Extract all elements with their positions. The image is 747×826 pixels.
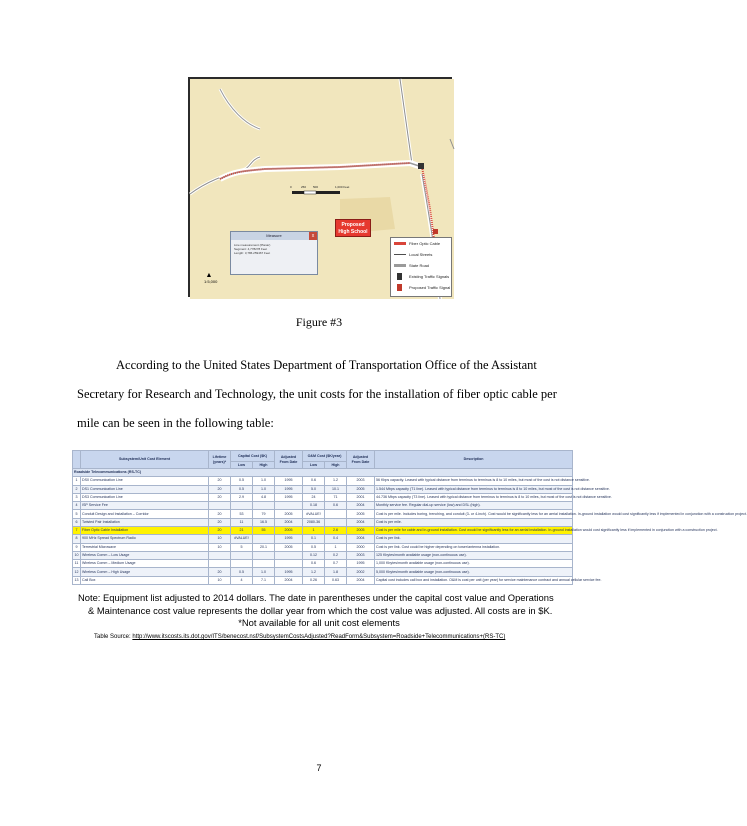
unit-cost-table [72, 450, 747, 585]
source-link[interactable]: http://www.itscosts.its.dot.gov/ITS/benecost.nsf/SubsystemCostsAdjusted?ReadForm&Subsystem=Roadside+Telecommunications+(RS-TC) [132, 634, 506, 640]
cell-element: 900 MHz Spread Spectrum Radio [81, 535, 209, 543]
header-adjusted-from-2: Adjusted From Date [347, 451, 375, 469]
cell-element: Call Box [81, 576, 209, 584]
cell-ohigh: 0.6 [325, 502, 347, 510]
cell-clow: 4 [231, 576, 253, 584]
table-row [73, 568, 573, 576]
table-row [73, 485, 573, 493]
map-figure [188, 77, 452, 297]
measure-title: Measure [231, 232, 317, 240]
cell-n: 1 [73, 477, 81, 485]
cell-life: 20 [209, 526, 231, 534]
table-note-line: & Maintenance cost value represents the dollar year from which the cost value was adjusted. All costs are in $K. [88, 604, 553, 616]
cell-element: Twisted Pair Installation [81, 518, 209, 526]
cell-n: 7 [73, 526, 81, 534]
cell-adj: 2005 [275, 510, 303, 518]
close-icon: x [309, 232, 317, 240]
cell-olow: 0.26 [303, 576, 325, 584]
cell-adj2: 2000 [347, 543, 375, 551]
cell-olow: 0.18 [303, 502, 325, 510]
cell-life [209, 551, 231, 559]
measure-window [230, 231, 318, 275]
legend-label: Existing Traffic Signals [409, 274, 450, 279]
cell-adj2: 2005 [347, 485, 375, 493]
cell-desc: 1,000 Kbytes/month available usage (non-continuous use). [375, 560, 573, 568]
cell-life: 10 [209, 535, 231, 543]
header-adjusted-from: Adjusted From Date [275, 451, 303, 469]
cell-n: 10 [73, 551, 81, 559]
cell-adj: 2005 [275, 543, 303, 551]
traffic-signal-icon [397, 273, 402, 280]
cell-adj [275, 502, 303, 510]
cell-adj2: 2004 [347, 502, 375, 510]
cell-adj: 1995 [275, 568, 303, 576]
proposed-high-school-label [335, 219, 371, 237]
cell-element: DS1 Communication Line [81, 485, 209, 493]
cell-adj2: 2005 [347, 526, 375, 534]
cell-desc: Cost is per mile. Includes boring, trenching, and conduit (3- or 4-inch). Cost would be significantly less for an aerial installation. In-ground installation would cost significantly less if implemented in conjunction with a construction project. [375, 510, 573, 518]
cell-element: Wireless Comm – Low Usage [81, 551, 209, 559]
cell-adj2: 2002 [347, 568, 375, 576]
cell-desc: Cost is per link. Cost could be higher depending on tower/antenna installation. [375, 543, 573, 551]
state-road-swatch-icon [394, 264, 406, 267]
scale-label-0: 0 [290, 185, 292, 189]
page-number: 7 [316, 763, 322, 773]
cell-desc: Cost is per link. [375, 535, 573, 543]
cell-olow: 24 [303, 493, 325, 501]
cell-ohigh [325, 510, 347, 518]
cell-adj2: 2005 [347, 510, 375, 518]
header-capital-low: Low [231, 462, 253, 469]
cell-life: 20 [209, 477, 231, 485]
header-lifetime: Lifetime (years)* [209, 451, 231, 469]
cell-element: Fiber Optic Cable Installation [81, 526, 209, 534]
cell-ohigh: 1.2 [325, 477, 347, 485]
cell-life: 20 [209, 510, 231, 518]
cell-olow: 1.2 [303, 568, 325, 576]
cell-desc: 5,000 Kbytes/month available usage (non-continuous use). [375, 568, 573, 576]
cell-desc: 1.544 Mbps capacity (T1 line). Leased with typical distance from terminus to terminus is 8 to 10 miles, but most of the cost is not distance sensitive. [375, 485, 573, 493]
cell-clow: 11 [231, 518, 253, 526]
cell-life: 20 [209, 485, 231, 493]
cell-chigh: 55 [253, 526, 275, 534]
cell-life: 20 [209, 518, 231, 526]
cell-clow: 21 [231, 526, 253, 534]
header-om-cost: O&M Cost ($K/year) [303, 451, 347, 462]
legend-item [391, 271, 451, 282]
header-index [73, 451, 81, 469]
paragraph-line: mile can be seen in the following table: [77, 416, 274, 430]
cell-adj: 1995 [275, 535, 303, 543]
cell-clow: 0.5 [231, 485, 253, 493]
table-source [94, 634, 505, 640]
source-label: Table Source: [94, 634, 133, 640]
cell-element: ISP Service Fee [81, 502, 209, 510]
cell-olow: 0.6 [303, 477, 325, 485]
cell-clow: 0.5 [231, 477, 253, 485]
cell-adj: 2004 [275, 518, 303, 526]
cell-adj [275, 560, 303, 568]
cell-n: 13 [73, 576, 81, 584]
cell-chigh [253, 502, 275, 510]
cell-ohigh: 0.2 [325, 551, 347, 559]
cell-olow: 0.6 [303, 560, 325, 568]
cell-element: Wireless Comm – High Usage [81, 568, 209, 576]
scale-label-1000: 1,000 Feet [335, 185, 350, 189]
table-row [73, 526, 573, 534]
figure-caption: Figure #3 [295, 315, 343, 329]
cell-clow: 5 [231, 543, 253, 551]
cell-life: 10 [209, 576, 231, 584]
cell-adj: 1995 [275, 493, 303, 501]
cell-life: 10 [209, 543, 231, 551]
proposed-signal-icon [397, 284, 402, 291]
north-arrow-icon: ▲ 1:5,000 [204, 272, 218, 284]
table-row [73, 510, 573, 518]
cell-olow: #VALUE! [303, 510, 325, 518]
table-row [73, 535, 573, 543]
cell-ohigh: 10.1 [325, 485, 347, 493]
measure-line: Segment: 4,778278 Feet [234, 247, 268, 251]
cell-desc: Monthly service fee. Regular dial-up service (low) and DSL (high). [375, 502, 573, 510]
section-label: Roadside Telecommunications (RS-TC) [73, 469, 573, 477]
cell-chigh [253, 551, 275, 559]
cell-clow: 53 [231, 510, 253, 518]
table-row [73, 543, 573, 551]
cell-adj2: 1995 [347, 560, 375, 568]
cell-n: 9 [73, 543, 81, 551]
cell-chigh: 1.0 [253, 485, 275, 493]
fiber-cable-swatch-icon [394, 242, 406, 245]
cell-element: Conduit Design and Installation – Corridor [81, 510, 209, 518]
cell-chigh: 1.0 [253, 568, 275, 576]
cell-n: 3 [73, 493, 81, 501]
cell-desc: 56 Kbps capacity. Leased with typical distance from terminus to terminus is 8 to 10 miles, but most of the cost is not distance sensitive. [375, 477, 573, 485]
table-row [73, 518, 573, 526]
table-row [73, 560, 573, 568]
legend-label: Local Streets [409, 252, 433, 257]
cell-chigh: 7.1 [253, 576, 275, 584]
cell-element: Wireless Comm – Medium Usage [81, 560, 209, 568]
legend-label: Fiber Optic Cable [409, 241, 441, 246]
table-row [73, 551, 573, 559]
table-row [73, 477, 573, 485]
cell-ohigh: 71 [325, 493, 347, 501]
header-description: Description [375, 451, 573, 469]
cell-element: DS0 Communication Line [81, 477, 209, 485]
cell-olow: 0.12 [303, 551, 325, 559]
scale-label-500: 500 [313, 185, 319, 189]
cell-adj2: 2004 [347, 535, 375, 543]
cell-life: 20 [209, 568, 231, 576]
paragraph-line: Secretary for Research and Technology, the unit costs for the installation of fiber optic cable per [77, 387, 557, 401]
cell-adj: 1995 [275, 477, 303, 485]
cell-element: DS3 Communication Line [81, 493, 209, 501]
cell-desc: 125 Kbytes/month available usage (non-continuous use). [375, 551, 573, 559]
cell-n: 4 [73, 502, 81, 510]
cell-n: 5 [73, 510, 81, 518]
cell-ohigh: 0.63 [325, 576, 347, 584]
cell-chigh: 1.0 [253, 477, 275, 485]
cell-clow: #VALUE! [231, 535, 253, 543]
cell-clow: 2.9 [231, 493, 253, 501]
cell-olow: 2080-36 [303, 518, 325, 526]
cell-olow: 0.1 [303, 535, 325, 543]
cell-chigh [253, 560, 275, 568]
cell-olow: 5.0 [303, 485, 325, 493]
cell-chigh [253, 535, 275, 543]
cell-desc: Capital cost includes call box and installation. O&M is cost per unit (per year) for service maintenance contract and annual cellular service fee. [375, 576, 573, 584]
cell-clow [231, 560, 253, 568]
cell-adj: 2005 [275, 526, 303, 534]
measure-line: Line measurement (Planar) [234, 243, 271, 247]
cell-adj: 2004 [275, 576, 303, 584]
cell-desc: Cost is per mile for cable and in-ground installation. Cost would be significantly less for an aerial installation. In-ground installation would cost significantly less if implemented in conjunction with a construction project. [375, 526, 573, 534]
cell-clow [231, 551, 253, 559]
cell-ohigh: 1 [325, 543, 347, 551]
table-row [73, 576, 573, 584]
cell-clow [231, 502, 253, 510]
local-street-swatch-icon [394, 254, 406, 255]
cell-n: 2 [73, 485, 81, 493]
cell-adj2: 2003 [347, 477, 375, 485]
cell-adj: 1995 [275, 485, 303, 493]
header-capital-high: High [253, 462, 275, 469]
cell-adj2: 2004 [347, 518, 375, 526]
cell-adj2: 2001 [347, 493, 375, 501]
legend-item [391, 282, 451, 293]
legend-item [391, 260, 451, 271]
header-om-low: Low [303, 462, 325, 469]
legend-label: State Road [409, 263, 430, 268]
cell-life [209, 560, 231, 568]
header-element: Subsystem/Unit Cost Element [81, 451, 209, 469]
cell-chigh: 16.5 [253, 518, 275, 526]
cell-ohigh [325, 518, 347, 526]
cell-life [209, 502, 231, 510]
cell-ohigh: 0.4 [325, 535, 347, 543]
cell-n: 12 [73, 568, 81, 576]
cell-n: 11 [73, 560, 81, 568]
paragraph-line: According to the United States Department of Transportation Office of the Assistant [116, 358, 537, 372]
cell-ohigh: 2.6 [325, 526, 347, 534]
proposed-label-line1: Proposed [341, 222, 365, 228]
cell-adj2: 2004 [347, 576, 375, 584]
cell-adj2: 2003 [347, 551, 375, 559]
legend-item [391, 249, 451, 260]
cell-n: 6 [73, 518, 81, 526]
cell-olow: 0.5 [303, 543, 325, 551]
header-om-high: High [325, 462, 347, 469]
table-note-line: Note: Equipment list adjusted to 2014 dollars. The date in parentheses under the capital cost value and Operations [78, 592, 554, 603]
cell-olow: 1 [303, 526, 325, 534]
scale-label-250: 250 [301, 185, 307, 189]
header-capital-cost: Capital Cost ($K) [231, 451, 275, 462]
cell-adj [275, 551, 303, 559]
legend-item [391, 238, 451, 249]
measure-line: Length: 3,786.259467 Feet [234, 251, 271, 255]
table-row [73, 493, 573, 501]
legend-label: Proposed Traffic Signal [409, 285, 451, 290]
table-note-line: *Not available for all unit cost elements [238, 617, 400, 628]
cell-chigh: 4.8 [253, 493, 275, 501]
cell-life: 20 [209, 493, 231, 501]
map-legend [390, 237, 452, 297]
cell-ohigh: 1.8 [325, 568, 347, 576]
cell-chigh: 79 [253, 510, 275, 518]
cell-ohigh: 0.7 [325, 560, 347, 568]
cell-desc: Cost is per mile. [375, 518, 573, 526]
proposed-label-line2: High School [338, 229, 368, 235]
cell-clow: 0.5 [231, 568, 253, 576]
cell-desc: 44.736 Mbps capacity (T3 line). Leased with typical distance from terminus to terminus is 8 to 10 miles, but most of the cost is not distance sensitive. [375, 493, 573, 501]
table-row [73, 502, 573, 510]
cell-chigh: 20.1 [253, 543, 275, 551]
map-scale-ratio: 1:5,000 [204, 279, 218, 284]
table-section-row [73, 469, 573, 477]
cell-element: Terrestrial Microwave [81, 543, 209, 551]
cell-n: 8 [73, 535, 81, 543]
